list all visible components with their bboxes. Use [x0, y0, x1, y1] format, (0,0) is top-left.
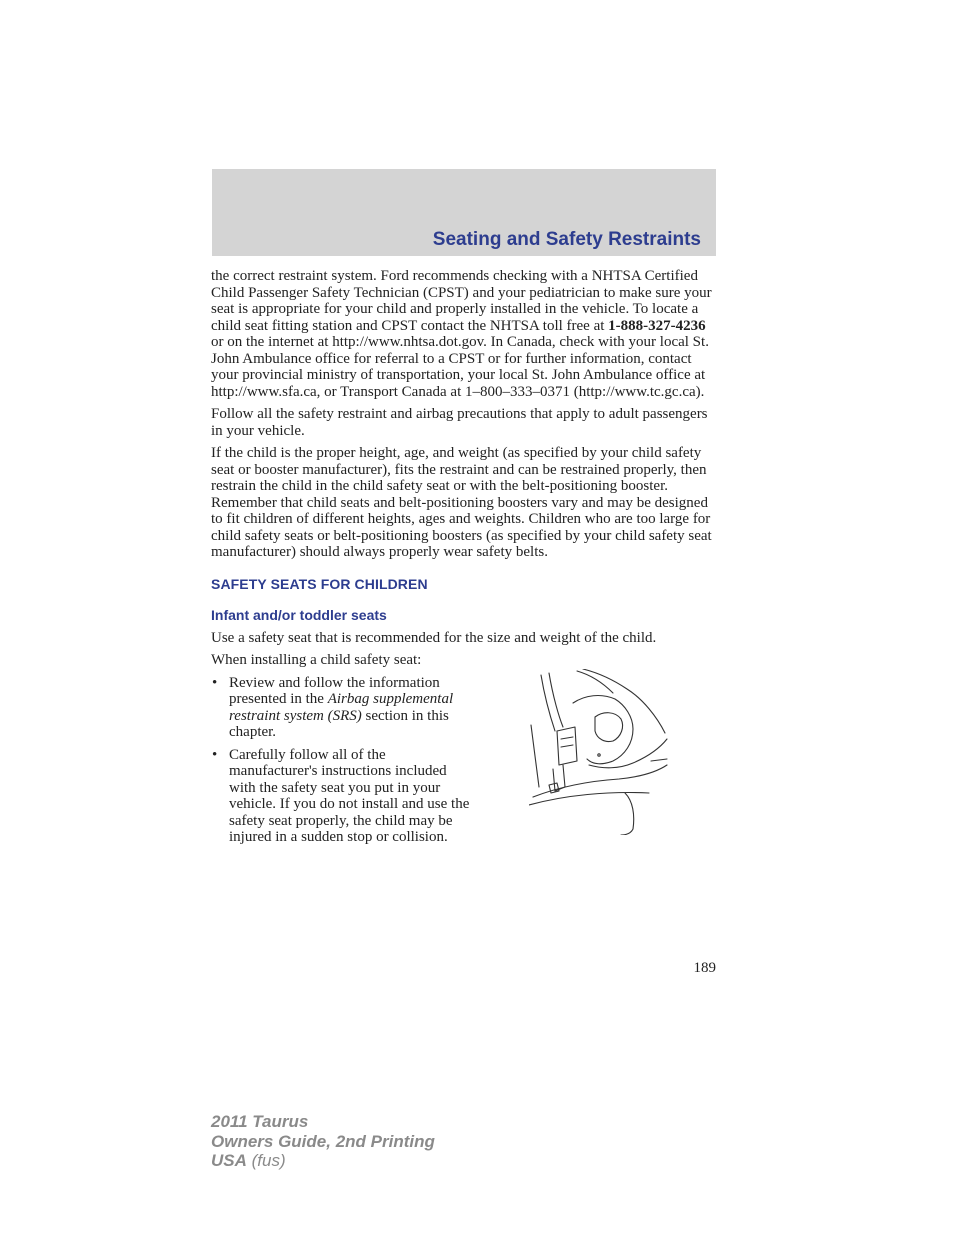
- document-footer: [211, 1112, 435, 1171]
- paragraph-restraint-info: [211, 268, 717, 400]
- list-item: [211, 747, 473, 846]
- paragraph-child-fit: If the child is the proper height, age, and weight (as specified by your child safety seat or booster manufacturer), fits the restraint and can be restrained properly, then restrain the child in the child safety seat or with the belt-positioning booster. Remember that child seats and belt-positioning boosters vary and may be designed to fit children of different heights, ages and weights. Children who are too large for child safety seats or belt-positioning boosters (as specified by your child safety seat manufacturer) should always properly wear safety belts.: [211, 445, 712, 560]
- bullet-text: section in this chapter.: [229, 707, 449, 740]
- bullet-text: Carefully follow all of the manufacturer's instructions included with the safety seat you put in your vehicle. If you do not install and use the safety seat properly, the child may be injured in a sudden stop or collision.: [229, 746, 470, 845]
- nhtsa-phone-number: 1-888-327-4236: [608, 317, 706, 334]
- bullet-icon: •: [212, 674, 218, 691]
- section-heading: SAFETY SEATS FOR CHILDREN: [211, 575, 428, 592]
- footer-region: USA: [211, 1151, 247, 1170]
- subsection-heading: Infant and/or toddler seats: [211, 607, 387, 623]
- bullet-italic-reference: Airbag supplemental restraint system (SRS): [229, 691, 454, 724]
- footer-region-code: (fus): [246, 1151, 286, 1170]
- list-item: [211, 675, 473, 741]
- paragraph-seat-recommendation: Use a safety seat that is recommended for the size and weight of the child.: [211, 629, 657, 646]
- paragraph-text: or on the internet at http://www.nhtsa.dot.gov. In Canada, check with your local St. John Ambulance office for referral to a CPST or for further information, contact your provincial ministry of transportation, your local St. John Ambulance office at http://www.sfa.ca, or Transport Canada at 1–800–333–0371 (http://www.tc.gc.ca).: [211, 334, 709, 400]
- paragraph-installing-intro: When installing a child safety seat:: [211, 652, 422, 668]
- bullet-figure-block: [211, 675, 717, 865]
- bullet-list: [211, 675, 473, 846]
- page-title: Seating and Safety Restraints: [432, 229, 701, 250]
- safety-belt-buckle-illustration-icon: [529, 669, 671, 835]
- bullet-icon: •: [212, 746, 218, 763]
- footer-line-model: 2011 Taurus: [211, 1112, 309, 1131]
- footer-line-region: [211, 1151, 435, 1171]
- paragraph-adult-precautions: Follow all the safety restraint and airbag precautions that apply to adult passengers in your vehicle.: [211, 406, 708, 439]
- paragraph-text: the correct restraint system. Ford recommends checking with a NHTSA Certified Child Passenger Safety Technician (CPST) and your pediatrician to make sure your seat is appropriate for your child and properly installed in the vehicle. To locate a child seat fitting station and CPST contact the NHTSA toll free at: [211, 268, 712, 334]
- main-content: [211, 268, 717, 865]
- header-band: [212, 169, 716, 256]
- footer-line-guide: Owners Guide, 2nd Printing: [211, 1131, 435, 1151]
- page-number: 189: [693, 960, 716, 976]
- bullet-text: Review and follow the information presented in the: [229, 674, 440, 707]
